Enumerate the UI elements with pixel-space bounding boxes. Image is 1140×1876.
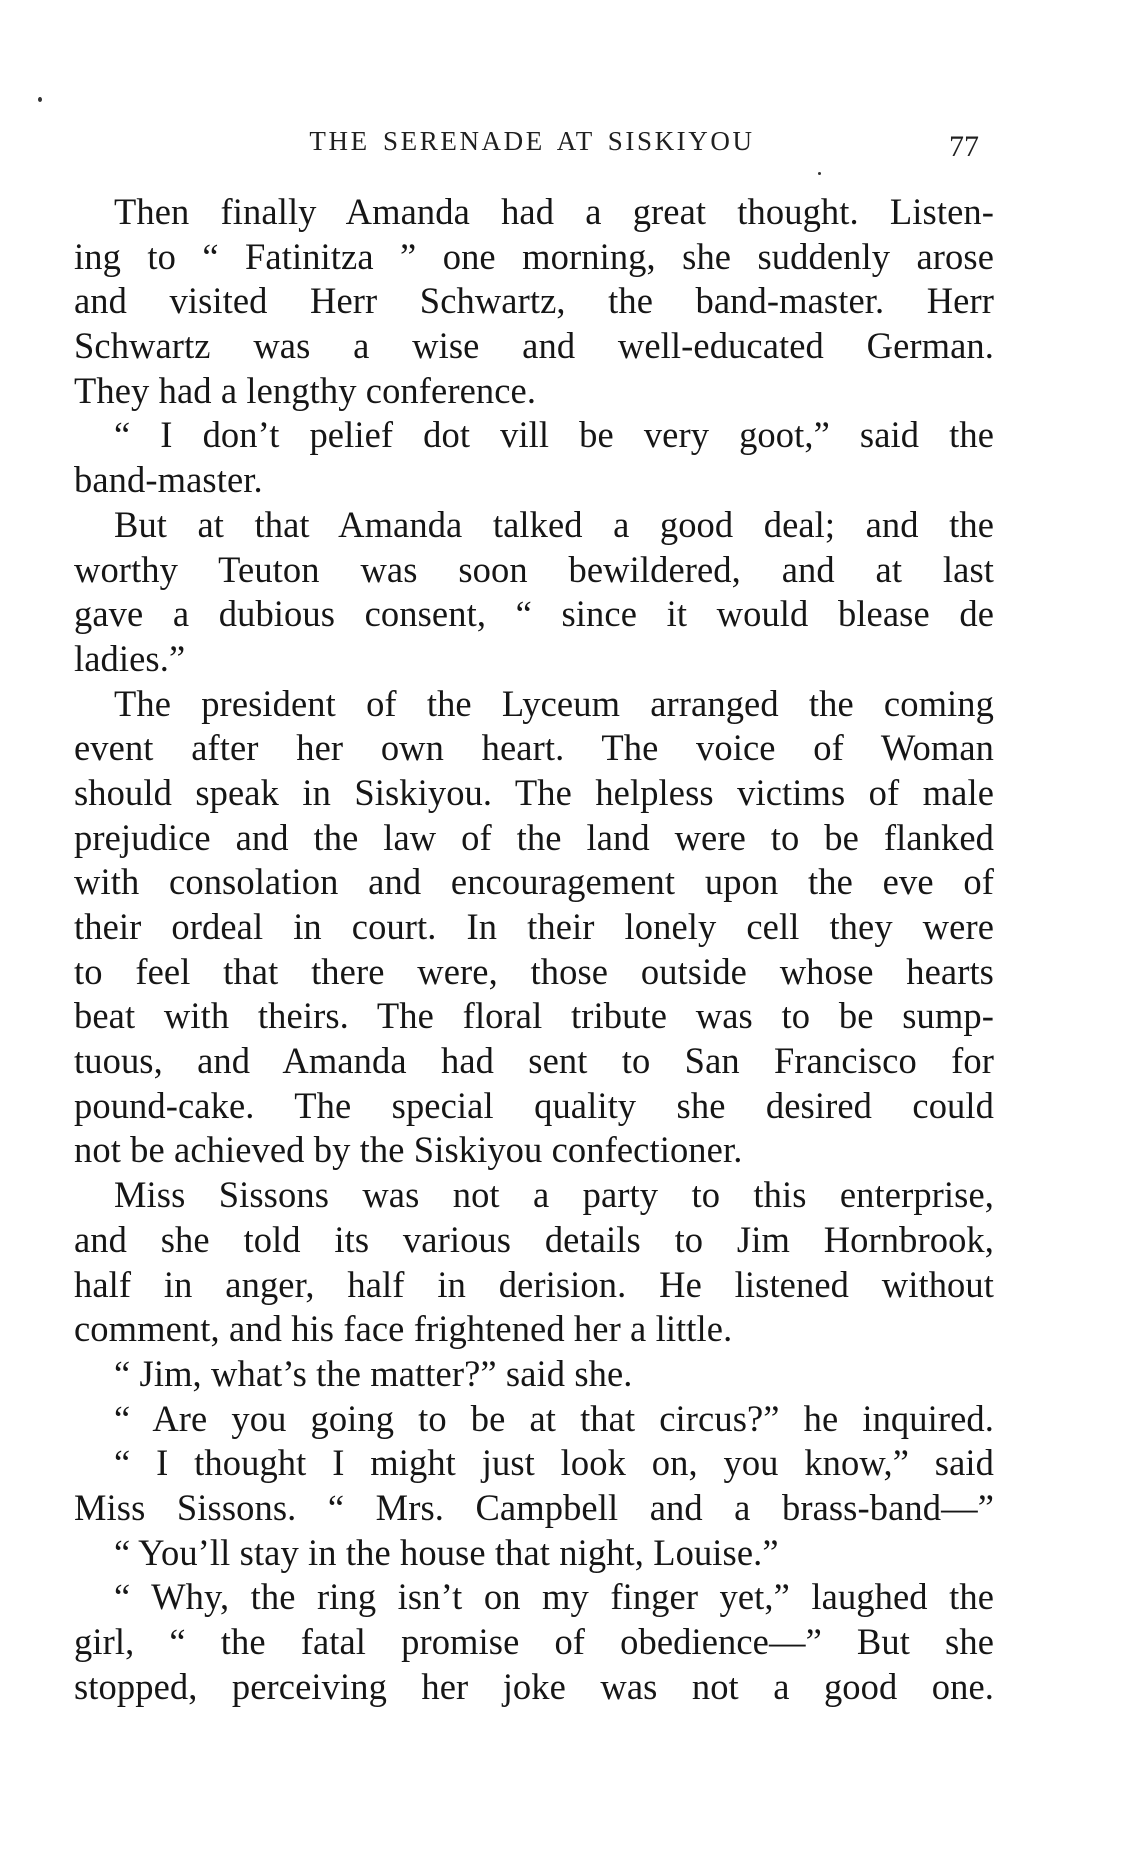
running-head bbox=[0, 126, 1140, 166]
text-line: girl, “ the fatal promise of obedience—” But she bbox=[74, 1621, 994, 1662]
text-line: “ Are you going to be at that circus?” he inquired. bbox=[114, 1397, 994, 1439]
text-line: “ Jim, what’s the matter?” said she. bbox=[114, 1352, 633, 1394]
text-line: But at that Amanda talked a good deal; and the bbox=[114, 503, 994, 545]
running-title: THE SERENADE AT SISKIYOU bbox=[309, 126, 755, 156]
text-line: their ordeal in court. In their lonely cell they were bbox=[74, 906, 994, 947]
text-line: gave a dubious consent, “ since it would blease de bbox=[74, 593, 994, 635]
print-speck bbox=[818, 172, 821, 175]
text-line: ladies.” bbox=[74, 637, 186, 679]
text-line: and visited Herr Schwartz, the band-master. Herr bbox=[74, 280, 994, 322]
text-line: The president of the Lyceum arranged the coming bbox=[114, 682, 994, 724]
print-speck bbox=[38, 97, 42, 102]
text-line: beat with theirs. The floral tribute was to be sump- bbox=[74, 995, 994, 1037]
text-line: should speak in Siskiyou. The helpless victims of male bbox=[74, 771, 994, 813]
text-line: to feel that there were, those outside whose hearts bbox=[74, 950, 994, 992]
page-number: 77 bbox=[949, 130, 979, 163]
text-line: and she told its various details to Jim Hornbrook, bbox=[74, 1218, 994, 1260]
text-line: Miss Sissons. “ Mrs. Campbell and a brass-band—” bbox=[74, 1486, 994, 1528]
text-line: Schwartz was a wise and well-educated German. bbox=[74, 325, 994, 367]
text-line: ing to “ Fatinitza ” one morning, she suddenly arose bbox=[74, 235, 994, 277]
text-line: band-master. bbox=[74, 459, 263, 501]
text-line: “ I thought I might just look on, you know,” said bbox=[114, 1442, 994, 1484]
text-line: They had a lengthy conference. bbox=[74, 369, 537, 411]
text-line: “ I don’t pelief dot vill be very goot,” said the bbox=[114, 414, 994, 456]
text-line: “ Why, the ring isn’t on my finger yet,” laughed the bbox=[114, 1576, 994, 1618]
text-line: “ You’ll stay in the house that night, Louise.” bbox=[114, 1531, 779, 1573]
text-line: with consolation and encouragement upon the eve of bbox=[74, 861, 994, 903]
text-line: worthy Teuton was soon bewildered, and at last bbox=[74, 548, 994, 590]
text-line: Then finally Amanda had a great thought. Listen- bbox=[114, 191, 994, 232]
text-line: tuous, and Amanda had sent to San Francisco for bbox=[74, 1040, 994, 1082]
text-line: prejudice and the law of the land were to be flanked bbox=[74, 816, 994, 858]
text-line: pound-cake. The special quality she desired could bbox=[74, 1084, 994, 1126]
text-line: half in anger, half in derision. He listened without bbox=[74, 1263, 994, 1305]
text-line: Miss Sissons was not a party to this enterprise, bbox=[114, 1174, 994, 1216]
text-line: event after her own heart. The voice of Woman bbox=[74, 727, 994, 769]
body-text bbox=[74, 190, 994, 1709]
text-line: stopped, perceiving her joke was not a good one. bbox=[74, 1665, 994, 1707]
text-line: comment, and his face frightened her a little. bbox=[74, 1308, 733, 1350]
text-line: not be achieved by the Siskiyou confectioner. bbox=[74, 1129, 743, 1171]
